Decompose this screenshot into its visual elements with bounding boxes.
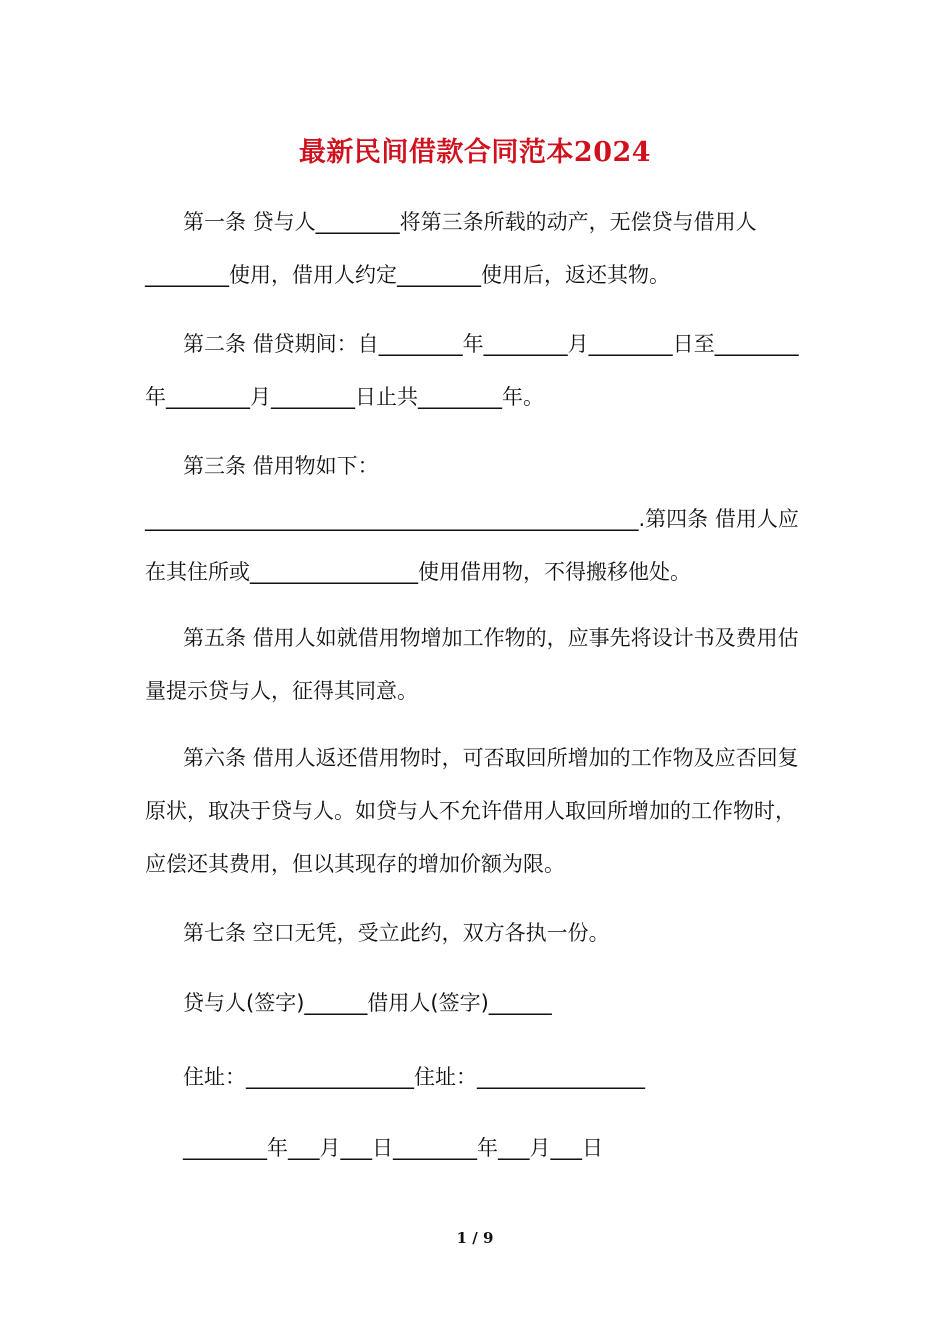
article-6-text: 第六条 借用人返还借用物时，可否取回所增加的工作物及应否回复原状，取决于贷与人。如贷与人不允许借用人取回所增加的工作物时，应偿还其费用，但以其现存的增加价额为限。 xyxy=(145,746,799,876)
date-line-text: ________年___月___日________年___月___日 xyxy=(183,1136,603,1160)
signature-line xyxy=(145,988,805,1018)
article-5-text: 第五条 借用人如就借用物增加工作物的，应事先将设计书及费用估量提示贷与人，征得其同意。 xyxy=(145,626,799,703)
address-line xyxy=(145,1062,805,1092)
article-6 xyxy=(145,732,805,891)
signature-line-text: 贷与人(签字)______借用人(签字)______ xyxy=(183,991,552,1015)
article-5 xyxy=(145,612,805,718)
article-2-text: 第二条 借贷期间：自________年________月________日至________年________月________日止共________年。 xyxy=(145,332,799,409)
article-2 xyxy=(145,318,805,424)
document-title: 最新民间借款合同范本2024 xyxy=(298,137,652,168)
article-1-text: 第一条 贷与人________将第三条所载的动产，无偿贷与借用人________使用，借用人约定________使用后，返还其物。 xyxy=(145,210,757,287)
address-line-text: 住址：________________住址：________________ xyxy=(183,1065,645,1089)
article-3-4 xyxy=(145,440,805,599)
page-number: 1 / 9 xyxy=(456,1229,494,1247)
article-3-4-text: 第三条 借用物如下：_______________________________________________.第四条 借用人应在其住所或________________使用借用物，不得搬移他处。 xyxy=(145,454,799,584)
date-line xyxy=(145,1133,805,1163)
article-7 xyxy=(145,918,805,948)
article-7-text: 第七条 空口无凭，受立此约，双方各执一份。 xyxy=(183,921,610,945)
article-1 xyxy=(145,196,805,302)
